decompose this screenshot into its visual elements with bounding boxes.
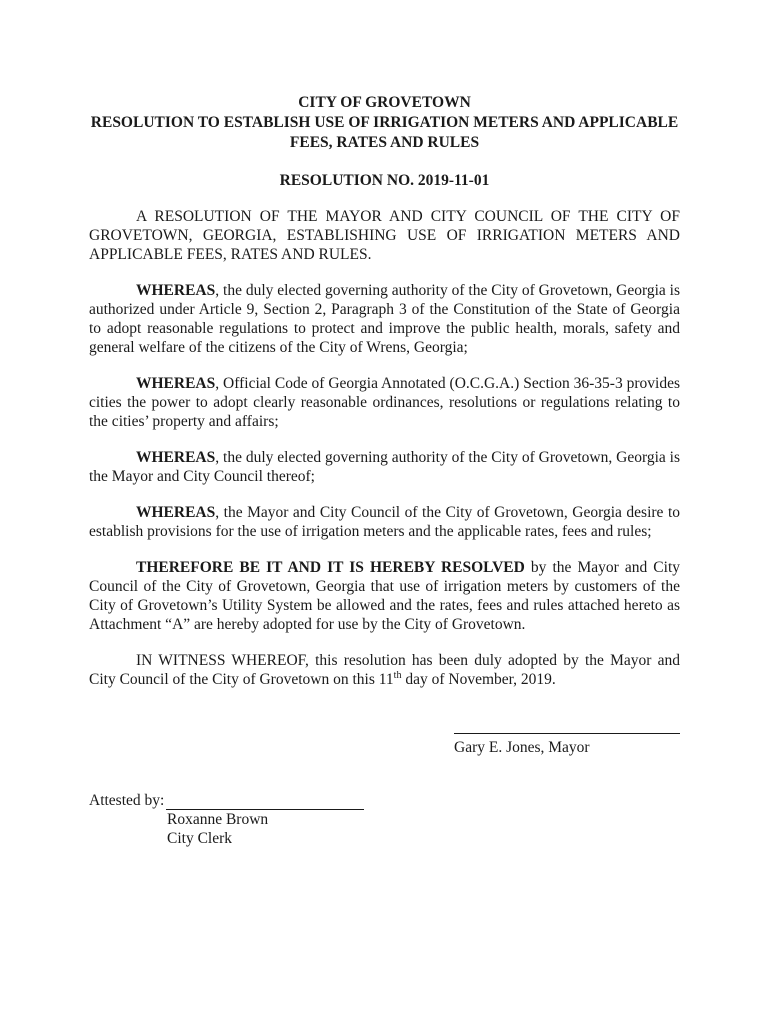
whereas-text: , Official Code of Georgia Annotated (O.C.G.A.) Section 36-35-3 provides cities the power to adopt clearly reasonable ordinances, resolutions or regulations relating to the cities’ property and affairs; xyxy=(89,375,680,430)
clerk-name: Roxanne Brown xyxy=(167,811,269,828)
whereas-lead: WHEREAS xyxy=(136,375,216,392)
witness-text-start: IN WITNESS WHEREOF, this resolution has been duly adopted by the Mayor and City Council of the City of Grovetown on this 11 xyxy=(89,652,680,688)
whereas-paragraph-2 xyxy=(89,374,680,431)
document-page xyxy=(89,93,680,847)
whereas-paragraph-4 xyxy=(89,503,680,541)
ordinal-suffix: th xyxy=(393,669,402,681)
witness-text-end: day of November, 2019. xyxy=(401,671,556,688)
resolution-title-line-2: FEES, RATES AND RULES xyxy=(289,134,480,151)
clerk-info xyxy=(167,810,489,848)
attested-by-label: Attested by: xyxy=(89,792,165,809)
whereas-text: , the duly elected governing authority of the City of Grovetown, Georgia is authorized under Article 9, Section 2, Paragraph 3 of the Constitution of the State of Georgia to adopt reasonable regulations to protect and improve the public health, morals, safety and general welfare of the citizens of the City of Wrens, Georgia; xyxy=(89,282,680,356)
witness-paragraph xyxy=(89,651,680,689)
whereas-lead: WHEREAS xyxy=(136,282,216,299)
attestation-block xyxy=(89,791,489,848)
intro-paragraph: A RESOLUTION OF THE MAYOR AND CITY COUNCIL OF THE CITY OF GROVETOWN, GEORGIA, ESTABLISHING USE OF IRRIGATION METERS AND APPLICABLE FEES, RATES AND RULES. xyxy=(89,208,680,263)
mayor-signature-line xyxy=(454,733,680,734)
therefore-text: by the Mayor and City Council of the City of Grovetown, Georgia that use of irrigation meters by customers of the City of Grovetown’s Utility System be allowed and the rates, fees and rules attached hereto as Attachment “A” are hereby adopted for use by the City of Grovetown. xyxy=(89,559,680,633)
mayor-name: Gary E. Jones, Mayor xyxy=(454,739,590,756)
whereas-lead: WHEREAS xyxy=(136,504,216,521)
mayor-signature-block xyxy=(454,733,680,757)
whereas-paragraph-3 xyxy=(89,448,680,486)
document-title xyxy=(89,93,680,153)
resolution-title-line-1: RESOLUTION TO ESTABLISH USE OF IRRIGATION METERS AND APPLICABLE xyxy=(90,114,679,131)
resolution-number: RESOLUTION NO. 2019-11-01 xyxy=(279,172,490,189)
whereas-paragraph-1 xyxy=(89,281,680,357)
therefore-lead: THEREFORE BE IT AND IT IS HEREBY RESOLVED xyxy=(136,559,525,576)
whereas-text: , the duly elected governing authority of the City of Grovetown, Georgia is the Mayor and City Council thereof; xyxy=(89,449,680,485)
clerk-title: City Clerk xyxy=(167,830,233,847)
city-heading: CITY OF GROVETOWN xyxy=(298,94,471,111)
whereas-lead: WHEREAS xyxy=(136,449,216,466)
whereas-text: , the Mayor and City Council of the City of Grovetown, Georgia desire to establish provisions for the use of irrigation meters and the applicable rates, fees and rules; xyxy=(89,504,680,540)
therefore-paragraph xyxy=(89,558,680,634)
clerk-signature-line xyxy=(166,795,364,810)
